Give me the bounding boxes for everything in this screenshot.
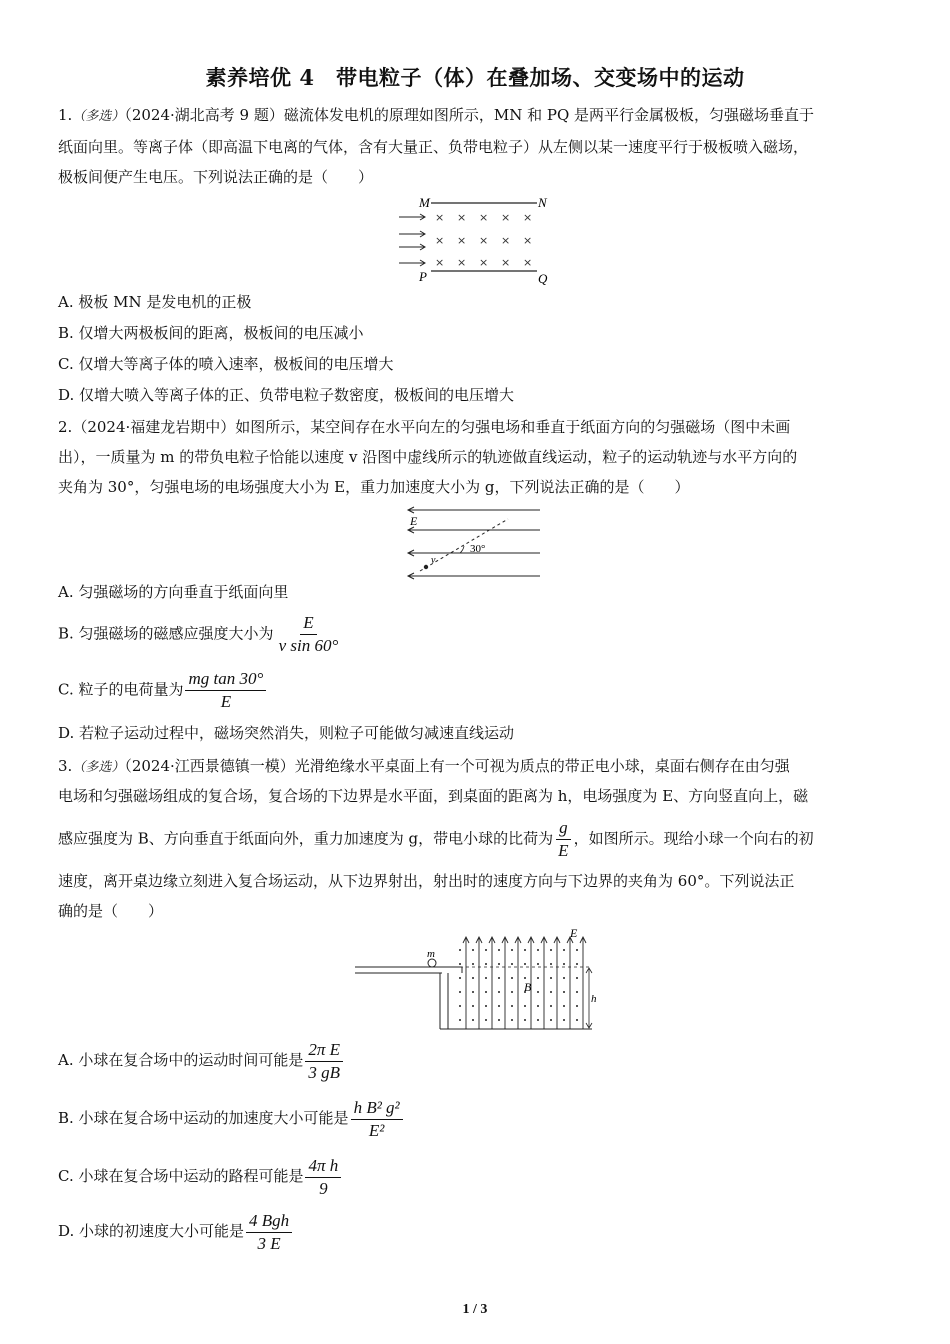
q3-option-d bbox=[58, 1207, 294, 1255]
q1-text-line3: 极板间便产生电压。下列说法正确的是（ ） bbox=[58, 168, 374, 186]
q2-angle-label: 30° bbox=[470, 543, 486, 555]
q3-text-line1: 光滑绝缘水平桌面上有一个可视为质点的带正电小球，桌面右侧存在由匀强 bbox=[294, 757, 790, 775]
q3-label-b: B bbox=[524, 980, 532, 994]
svg-text:×: × bbox=[523, 234, 533, 247]
q2-option-c-numerator: mg tan 30° bbox=[185, 669, 266, 691]
q2-option-a: A. 匀强磁场的方向垂直于纸面向里 bbox=[58, 583, 289, 601]
q3-charge-ratio-numerator: g bbox=[556, 818, 571, 840]
q3-option-d-text: D. 小球的初速度大小可能是 bbox=[58, 1222, 245, 1240]
q1-label-p: P bbox=[419, 269, 427, 284]
q2-option-b-text: B. 匀强磁场的磁感应强度大小为 bbox=[58, 624, 274, 643]
q3-option-d-fraction bbox=[246, 1211, 292, 1254]
q2-option-b bbox=[58, 613, 343, 656]
q3-option-c-denominator: 9 bbox=[319, 1178, 328, 1198]
q3-number: 3. bbox=[58, 757, 73, 775]
svg-text:×: × bbox=[435, 234, 445, 247]
q1-source: （2024·湖北高考 9 题） bbox=[124, 106, 284, 124]
svg-text:×: × bbox=[523, 256, 533, 269]
q2-source: （2024·福建龙岩期中） bbox=[72, 418, 236, 436]
q1-option-c: C. 仅增大等离子体的喷入速率，极板间的电压增大 bbox=[58, 355, 394, 373]
q3-option-b-fraction bbox=[351, 1098, 403, 1141]
q1-label-n: N bbox=[538, 195, 547, 210]
q2-figure bbox=[400, 505, 545, 580]
q3-option-a-numerator: 2π E bbox=[305, 1040, 343, 1062]
svg-text:×: × bbox=[479, 211, 489, 224]
q2-number: 2. bbox=[58, 418, 73, 436]
q3-source: （2024·江西景德镇一模） bbox=[124, 757, 295, 775]
q1-text-line1: 磁流体发电机的原理如图所示，MN 和 PQ 是两平行金属极板，匀强磁场垂直于 bbox=[283, 106, 815, 124]
q3-text-line4: 速度，离开桌边缘立刻进入复合场运动，从下边界射出，射出时的速度方向与下边界的夹角为 60°。下列说法正 bbox=[58, 872, 795, 890]
q3-option-b bbox=[58, 1094, 405, 1142]
svg-text:×: × bbox=[457, 256, 467, 269]
q1-option-b: B. 仅增大两极板间的距离，极板间的电压减小 bbox=[58, 324, 364, 342]
q1-label-q: Q bbox=[538, 271, 548, 286]
svg-text:×: × bbox=[523, 211, 533, 224]
q3-option-b-denominator: E² bbox=[368, 1120, 385, 1140]
q1-label-m: M bbox=[419, 195, 430, 210]
q2-text-line3: 夹角为 30°，匀强电场的电场强度大小为 E，重力加速度大小为 g，下列说法正确的是（ ） bbox=[58, 478, 690, 496]
q3-label-h: h bbox=[591, 993, 597, 1005]
svg-text:×: × bbox=[501, 256, 511, 269]
q3-option-a-denominator: 3 gB bbox=[308, 1062, 341, 1082]
q2-option-c-text: C. 粒子的电荷量为 bbox=[58, 680, 184, 699]
svg-text:×: × bbox=[435, 211, 445, 224]
q2-angle-arc bbox=[460, 546, 464, 553]
q3-stem-line3 bbox=[58, 818, 894, 861]
svg-text:×: × bbox=[479, 256, 489, 269]
q2-text-line2: 出），一质量为 m 的带负电粒子恰能以速度 v 沿图中虚线所示的轨迹做直线运动，粒子的运动轨迹与水平方向的 bbox=[58, 448, 798, 466]
svg-text:×: × bbox=[457, 211, 467, 224]
page-title: 素养培优 4 带电粒子（体）在叠加场、交变场中的运动 bbox=[205, 65, 745, 90]
svg-text:×: × bbox=[501, 211, 511, 224]
q3-text-line2: 电场和匀强磁场组成的复合场，复合场的下边界是水平面，到桌面的距离为 h，电场强度为 E、方向竖直向上，磁 bbox=[58, 787, 809, 805]
q3-option-d-numerator: 4 Bgh bbox=[246, 1211, 292, 1233]
q2-stem bbox=[58, 412, 894, 502]
q3-label-m: m bbox=[427, 948, 435, 960]
q1-figure bbox=[395, 193, 555, 288]
q3-ball bbox=[428, 959, 436, 967]
q2-particle bbox=[424, 565, 428, 569]
q3-table bbox=[355, 967, 462, 1029]
q3-option-c bbox=[58, 1152, 343, 1200]
q2-option-b-numerator: E bbox=[300, 613, 316, 635]
q3-stem bbox=[58, 752, 894, 810]
q3-figure bbox=[352, 924, 602, 1034]
q3-option-a-text: A. 小球在复合场中的运动时间可能是 bbox=[58, 1051, 304, 1069]
q3-option-c-text: C. 小球在复合场中运动的路程可能是 bbox=[58, 1167, 304, 1185]
q1-stem bbox=[58, 100, 894, 192]
q1-plasma-arrows bbox=[399, 214, 425, 266]
q1-number: 1. bbox=[58, 106, 73, 124]
q3-stem-rest bbox=[58, 866, 894, 926]
q3-option-c-numerator: 4π h bbox=[305, 1156, 341, 1178]
q1-text-line2: 纸面向里。等离子体（即高温下电离的气体，含有大量正、负带电粒子）从左侧以某一速度平行于极板喷入磁场， bbox=[58, 138, 809, 156]
q2-option-d: D. 若粒子运动过程中，磁场突然消失，则粒子可能做匀减速直线运动 bbox=[58, 724, 515, 742]
svg-text:×: × bbox=[457, 234, 467, 247]
q3-magnetic-field-dots bbox=[459, 949, 578, 1021]
q2-option-c-fraction bbox=[185, 669, 266, 712]
q2-option-b-fraction bbox=[276, 613, 342, 656]
q1-magnetic-field-crosses bbox=[435, 211, 532, 269]
q2-option-c-denominator: E bbox=[220, 692, 232, 711]
q3-text-line5: 确的是（ ） bbox=[58, 902, 164, 920]
q3-option-b-numerator: h B² g² bbox=[351, 1098, 403, 1120]
q3-option-a bbox=[58, 1036, 345, 1084]
q3-charge-ratio-fraction bbox=[555, 818, 571, 861]
q3-option-d-denominator: 3 E bbox=[257, 1233, 281, 1253]
q2-label-e: E bbox=[410, 514, 418, 528]
q3-text-line3a: 感应强度为 B、方向垂直于纸面向外，重力加速度为 g，带电小球的比荷为 bbox=[58, 829, 554, 848]
q3-text-line3b: ，如图所示。现给小球一个向右的初 bbox=[573, 829, 814, 848]
q3-tag: （多选） bbox=[72, 760, 125, 775]
q1-option-d: D. 仅增大喷入等离子体的正、负带电粒子数密度，极板间的电压增大 bbox=[58, 386, 515, 404]
q3-option-a-fraction bbox=[305, 1040, 343, 1083]
q2-label-v: v bbox=[431, 555, 436, 566]
page-number: 1 / 3 bbox=[462, 1302, 488, 1317]
q3-charge-ratio-denominator: E bbox=[558, 841, 569, 860]
q3-option-b-text: B. 小球在复合场中运动的加速度大小可能是 bbox=[58, 1109, 349, 1127]
svg-text:×: × bbox=[435, 256, 445, 269]
q2-text-line1: 如图所示，某空间存在水平向左的匀强电场和垂直于纸面方向的匀强磁场（图中未画 bbox=[235, 418, 791, 436]
q2-option-b-denominator: v sin 60° bbox=[278, 636, 339, 655]
svg-text:×: × bbox=[479, 234, 489, 247]
q3-label-e: E bbox=[570, 926, 578, 940]
q3-option-c-fraction bbox=[305, 1156, 341, 1199]
svg-text:×: × bbox=[501, 234, 511, 247]
q1-option-a: A. 极板 MN 是发电机的正极 bbox=[58, 293, 252, 311]
q1-tag: （多选） bbox=[72, 109, 125, 124]
q2-option-c bbox=[58, 669, 268, 712]
